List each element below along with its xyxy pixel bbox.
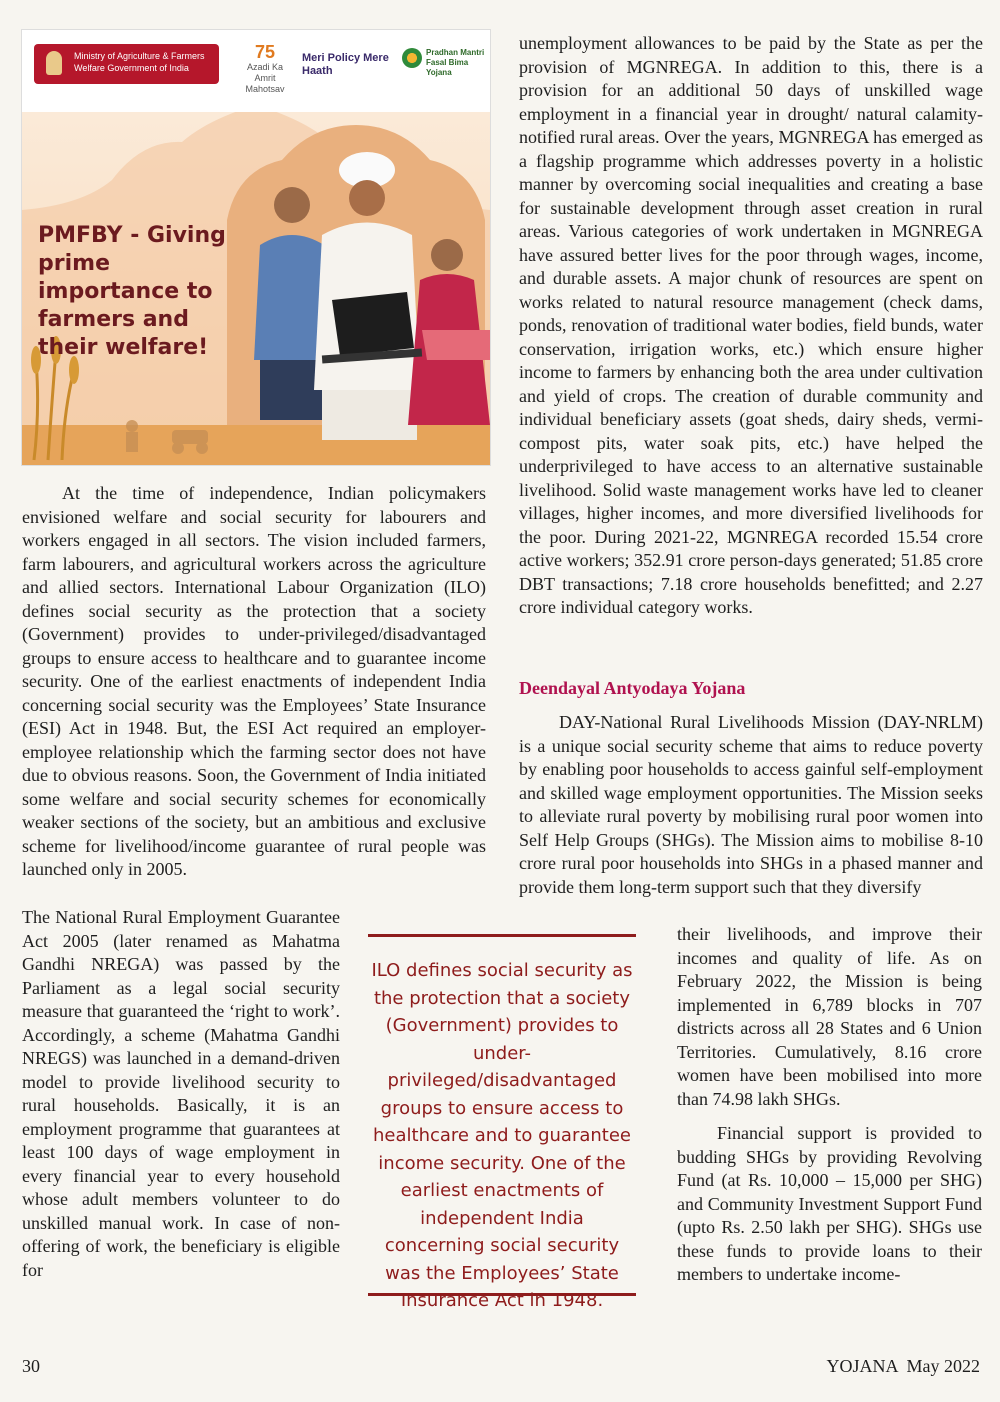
article-paragraph: unemployment allowances to be paid by the State as per the provision of MGNREGA. In addition to this, there is a provision for an additional 50 days of unskilled wage employment in a financial year in drought/ natural calamity-notified rural areas. Over the years, MGNREGA has emerged as a flagship programme which addresses poverty in a holistic manner by overcoming social inequalities and creating a base for sustainable development through asset creation in rural areas. Various categories of work undertaken in MGNREGA have assured better lives for the poor through wages, income, and durable assets. A major chunk of resources are spent on works related to natural resource management (check dams, ponds, renovation of traditional water bodies, field bunds, water conservation, irrigation works, etc.) which ensure higher income to farmers by enhancing both the area under cultivation and yield of crops. The creation of durable community and individual beneficiary assets (goat sheds, dairy sheds, vermi-compost pits, water soak pits, etc.) have helped the underprivileged to have access to an alternative sustainable livelihood. Solid waste management works have led to cleaner villages, higher incomes, and more diversified livelihoods for the poor. During 2021-22, MGNREGA recorded 15.54 crore active workers; 352.91 crore person-days generated; 51.85 crore DBT transactions; 7.18 crore households benefitted; and 2.27 crore individual category works. (519, 33, 983, 617)
ministry-name: Ministry of Agriculture & Farmers Welfare Government of India (74, 51, 205, 73)
azadi-text: Azadi Ka Amrit Mahotsav (245, 62, 285, 94)
azadi-logo (240, 42, 290, 94)
article-paragraph: their livelihoods, and improve their incomes and quality of life. As on February 2022, the Mission is being implemented in 6,789 blocks in 707 districts across all 28 States and 6 Union Territories. Cumulatively, 8.16 crore women have been mobilised into more than 74.98 lakh SHGs. (677, 924, 982, 1109)
article-paragraph: At the time of independence, Indian policymakers envisioned welfare and social security for labourers and workers engaged in all sectors. The vision included farmers, farm labourers, and agricultural workers across the agriculture and allied sectors. International Labour Organization (ILO) defines social security as the protection that a society (Government) provides to under-privileged/disadvantaged groups to ensure access to healthcare and to guarantee income security. One of the earliest enactments of independent India concerning social security was the Employees’ State Insurance (ESI) Act in 1948. But, the ESI Act required an employer-employee relationship which the farming sector does not have due to obvious reasons. Soon, the Government of India initiated some welfare and social security schemes for economically weaker sections of the society, but an ambitious and exclusive scheme for livelihood/income guarantee of rural people was launched only in 2005. (22, 483, 486, 879)
national-emblem-icon (46, 51, 62, 75)
advert-logo-strip (22, 30, 490, 112)
pull-quote-text: ILO defines social security as the protection that a society (Government) provides to under-privileged/disadvantaged groups to ensure access to healthcare and to guarantee income security. One of the earliest enactments of independent India concerning social security was the Employees’ State Insurance Act in 1948. (371, 960, 633, 1311)
advert-headline: PMFBY - Giving prime importance to farmers and their welfare! (38, 223, 226, 360)
magazine-footer: YOJANA May 2022 (826, 1356, 980, 1376)
pull-quote (368, 934, 636, 1311)
ministry-logo (34, 44, 219, 84)
article-paragraph: The National Rural Employment Guarantee Act 2005 (later renamed as Mahatma Gandhi NREGA) was passed by the Parliament as a legal social security measure that guaranteed the ‘right to work’. Accordingly, a scheme (Mahatma Gandhi NREGS) was launched in a demand-driven model to provide livelihood security to rural households. Basically, it is an employment programme that guarantees at least 100 days of wage employment in every financial year to every household whose adult members volunteer to do unskilled manual work. In case of non-offering of work, the beneficiary is eligible for (22, 907, 340, 1280)
article-paragraph: DAY-National Rural Livelihoods Mission (DAY-NRLM) is a unique social security scheme that aims to reduce poverty by enabling poor households to access gainful self-employment and skilled wage employment opportunities. The Mission seeks to alleviate rural poverty by mobilising rural poor women into Self Help Groups (SHGs). The Mission aims to mobilise 8-10 crore rural poor households into SHGs in a phased manner and provide them long-term support such that they diversify (519, 712, 983, 897)
azadi-number: 75 (254, 42, 276, 62)
section-heading: Deendayal Antyodaya Yojana (519, 678, 746, 698)
campaign-logo: Meri Policy Mere Haath (302, 52, 389, 77)
page-number: 30 (22, 1356, 40, 1376)
pmfby-advertisement (22, 30, 490, 465)
article-paragraph: Financial support is provided to budding SHGs by providing Revolving Fund (at Rs. 10,000 – 15,000 per SHG) and Community Investment Support Fund (upto Rs. 2.50 lakh per SHG). SHGs use these funds to provide loans to their members to undertake income- (677, 1123, 982, 1284)
pmfby-logo (400, 48, 486, 78)
scheme-name: Pradhan Mantri Fasal Bima Yojana (426, 48, 485, 77)
pmfby-emblem-icon (402, 48, 422, 68)
